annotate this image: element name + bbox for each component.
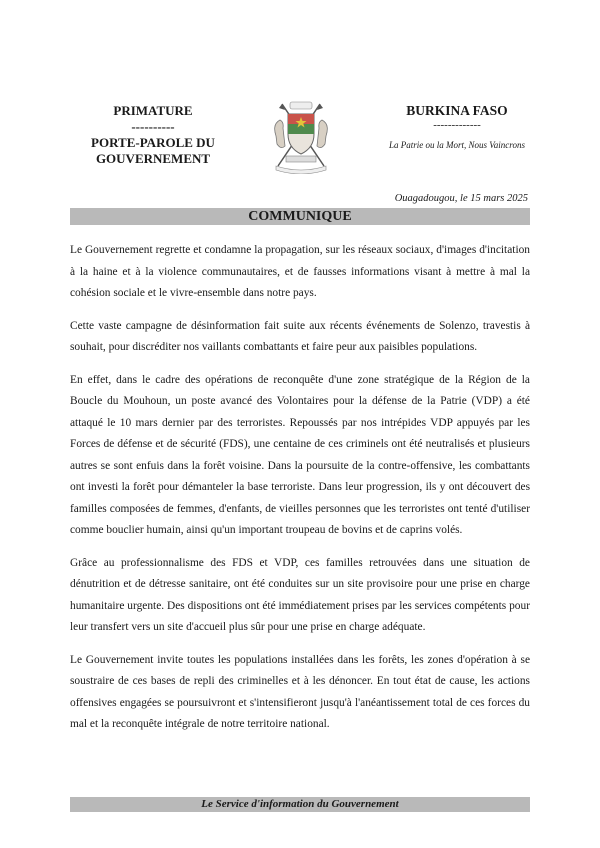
paragraph-4: Grâce au professionnalisme des FDS et VDP, ces familles retrouvées dans une situation de dénutrition et de détresse sanitaire, ont été conduites sur un site provisoire pour une prise en charge humanitaire urgente. Des dispositions ont été immédiatement prises par les services compétents pour leur transfert vers un site d'accueil plus sûr pour une prise en charge adéquate. [70, 556, 530, 633]
paragraph-3: En effet, dans le cadre des opérations de reconquête d'une zone stratégique de la Région de la Boucle du Mouhoun, un poste avancé des Volontaires pour la défense de la Patrie (VDP) a été attaqué le 10 mars dernier par des terroristes. Repoussés par nos intrépides VDP appuyés par les Forces de défense et de sécurité (FDS), une centaine de ces criminels ont été neutralisés et plusieurs autres se sont enfuis dans la forêt voisine. Dans la poursuite de la contre-offensive, les combattants ont investi la forêt pour démanteler la base terroriste. Dans leur progression, ils y ont découvert des familles composées de femmes, d'enfants, de vieilles personnes que les terroristes ont tenté d'utiliser comme bouclier humain, ainsi qu'un important troupeau de bovins et de caprins volés. [70, 373, 530, 536]
issuer-block [72, 103, 234, 167]
issuer-line-primature: PRIMATURE [113, 103, 193, 118]
country-name: BURKINA FASO [406, 103, 508, 118]
issuer-separator: ---------- [131, 119, 175, 134]
communique-body [70, 240, 530, 747]
paragraph-2: Cette vaste campagne de désinformation fait suite aux récents événements de Solenzo, travestis à souhait, pour discréditer nos vaillants combattants et faire peur aux paisibles populations. [70, 319, 530, 353]
national-motto: La Patrie ou la Mort, Nous Vaincrons [389, 140, 525, 150]
place-and-date: Ouagadougou, le 15 mars 2025 [394, 193, 528, 204]
issuer-line-gouvernement: GOUVERNEMENT [95, 151, 211, 166]
coat-of-arms-icon [268, 96, 334, 174]
paragraph-1: Le Gouvernement regrette et condamne la propagation, sur les réseaux sociaux, d'images d'incitation à la haine et à la violence communautaires, et de fausses informations visant à mettre à mal la cohésion sociale et le vivre-ensemble dans notre pays. [70, 244, 530, 299]
paragraph-5: Le Gouvernement invite toutes les populations installées dans les forêts, les zones d'opération à se soustraire de ces bases de repli des criminelles et à les dénoncer. En tout état de cause, les actions offensives engagées se poursuivront et s'intensifieront jusqu'à l'anéantissement total de ces forces du mal et la reconquête intégrale de notre territoire national. [70, 653, 530, 730]
country-block [372, 103, 542, 150]
issuer-line-porte-parole: PORTE-PAROLE DU [91, 135, 215, 150]
footer-signature: Le Service d'information du Gouvernement [70, 797, 530, 812]
document-title: COMMUNIQUE [70, 208, 530, 225]
country-separator: ------------- [433, 119, 481, 131]
